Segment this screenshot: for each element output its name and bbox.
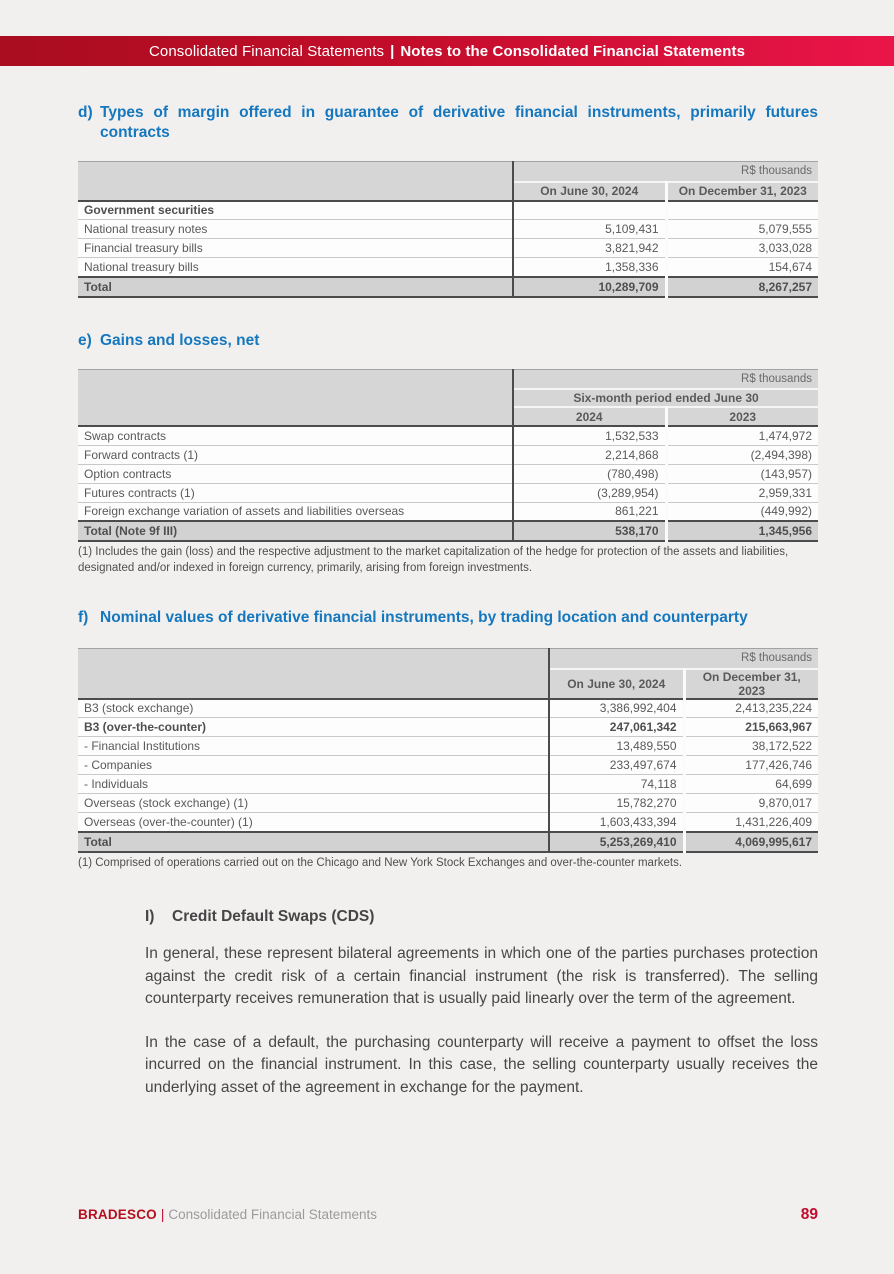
section-e-label: e) bbox=[78, 331, 92, 349]
table-cell-value: 5,079,555 bbox=[666, 220, 818, 239]
header-banner bbox=[0, 36, 894, 66]
table-cell-value: 1,603,433,394 bbox=[549, 813, 684, 832]
table-row-label: - Companies bbox=[78, 756, 549, 775]
table-row-label: National treasury bills bbox=[78, 258, 513, 277]
table-column-header: On December 31, 2023 bbox=[684, 669, 818, 699]
table-row-label: Total bbox=[78, 832, 549, 852]
table-row bbox=[78, 718, 818, 737]
table-cell-value: 8,267,257 bbox=[666, 277, 818, 297]
table-cell-value: 1,358,336 bbox=[513, 258, 666, 277]
table-cell-value: 10,289,709 bbox=[513, 277, 666, 297]
table-cell-value: 74,118 bbox=[549, 775, 684, 794]
table-cell-value: 15,782,270 bbox=[549, 794, 684, 813]
table-row-label: Overseas (stock exchange) (1) bbox=[78, 794, 549, 813]
table-column-header: On June 30, 2024 bbox=[513, 182, 666, 201]
page-content bbox=[0, 66, 894, 1274]
footer-separator: | bbox=[160, 1207, 165, 1222]
table-row bbox=[78, 239, 818, 258]
financial-table bbox=[78, 369, 818, 543]
table-corner-cell bbox=[78, 162, 513, 201]
table-cell-value: 38,172,522 bbox=[684, 737, 818, 756]
table-row-label: Futures contracts (1) bbox=[78, 483, 513, 502]
cds-paragraph-2: In the case of a default, the purchasing counterparty will receive a payment to offset the loss incurred on the financial instrument. In this case, the selling counterparty usually receives the underlying asset of the agreement in exchange for the payment. bbox=[145, 1033, 818, 1096]
table-cell-value: 3,821,942 bbox=[513, 239, 666, 258]
gains-losses-table bbox=[78, 369, 818, 543]
table-row bbox=[78, 813, 818, 832]
cds-label: I) bbox=[145, 908, 155, 925]
table-cell-value: 9,870,017 bbox=[684, 794, 818, 813]
table-unit-label: R$ thousands bbox=[549, 649, 818, 669]
table-row bbox=[78, 775, 818, 794]
section-f-title: Nominal values of derivative financial instruments, by trading location and counterparty bbox=[100, 609, 748, 626]
table-cell-value: 64,699 bbox=[684, 775, 818, 794]
table-row-label: Option contracts bbox=[78, 464, 513, 483]
banner-title: Notes to the Consolidated Financial Statements bbox=[400, 42, 746, 60]
section-f-heading bbox=[78, 608, 818, 628]
table-row bbox=[78, 521, 818, 541]
table-cell-value: 1,474,972 bbox=[666, 426, 818, 445]
financial-table bbox=[78, 648, 818, 853]
table-unit-label: R$ thousands bbox=[513, 162, 818, 182]
table-corner-cell bbox=[78, 649, 549, 699]
table-column-header: 2023 bbox=[666, 407, 818, 426]
cds-paragraph-1: In general, these represent bilateral agreements in which one of the parties purchases protection against the credit risk of a certain financial instrument (the risk is transferred). The selling counterparty receives remuneration that is usually paid linearly over the term of the agreement. bbox=[145, 945, 818, 1007]
table-row bbox=[78, 832, 818, 852]
cds-heading bbox=[145, 908, 818, 926]
table-span-header: Six-month period ended June 30 bbox=[513, 389, 818, 407]
table-row-label: Total bbox=[78, 277, 513, 297]
table-cell-value: 1,345,956 bbox=[666, 521, 818, 541]
footer-doc-label: Consolidated Financial Statements bbox=[168, 1207, 377, 1222]
table-row-label: Overseas (over-the-counter) (1) bbox=[78, 813, 549, 832]
margin-table bbox=[78, 161, 818, 298]
table-cell-value: 3,386,992,404 bbox=[549, 699, 684, 718]
table-row-label: Total (Note 9f III) bbox=[78, 521, 513, 541]
table-column-header: 2024 bbox=[513, 407, 666, 426]
table-row-label: - Financial Institutions bbox=[78, 737, 549, 756]
table-cell-value: 154,674 bbox=[666, 258, 818, 277]
table-corner-cell bbox=[78, 369, 513, 426]
table-cell-value bbox=[513, 201, 666, 220]
table-cell-value: 5,109,431 bbox=[513, 220, 666, 239]
table-row bbox=[78, 699, 818, 718]
table-cell-value: 1,532,533 bbox=[513, 426, 666, 445]
cds-title: Credit Default Swaps (CDS) bbox=[172, 908, 375, 925]
table-cell-value: 13,489,550 bbox=[549, 737, 684, 756]
table-cell-value: (780,498) bbox=[513, 464, 666, 483]
table-row-label: Forward contracts (1) bbox=[78, 445, 513, 464]
table-row-label: National treasury notes bbox=[78, 220, 513, 239]
table-cell-value: 538,170 bbox=[513, 521, 666, 541]
section-e-heading bbox=[78, 331, 818, 351]
table-cell-value: 2,413,235,224 bbox=[684, 699, 818, 718]
table-row bbox=[78, 502, 818, 521]
table-row bbox=[78, 426, 818, 445]
table-row-label: Financial treasury bills bbox=[78, 239, 513, 258]
gains-footnote: (1) Includes the gain (loss) and the respective adjustment to the market capitalization of the hedge for protection of the assets and liabilities, designated and/or indexed in foreign currency, primarily, arising from foreign investments. bbox=[78, 546, 789, 574]
section-d-label: d) bbox=[78, 104, 93, 121]
table-cell-value: 1,431,226,409 bbox=[684, 813, 818, 832]
table-row-label: B3 (over-the-counter) bbox=[78, 718, 549, 737]
table-cell-value: (2,494,398) bbox=[666, 445, 818, 464]
table-row-label: Government securities bbox=[78, 201, 513, 220]
table-cell-value: 861,221 bbox=[513, 502, 666, 521]
table-cell-value: 247,061,342 bbox=[549, 718, 684, 737]
table-cell-value bbox=[666, 201, 818, 220]
section-d-title: Types of margin offered in guarantee of derivative financial instruments, primarily futures contracts bbox=[100, 104, 818, 141]
table-cell-value: 4,069,995,617 bbox=[684, 832, 818, 852]
table-cell-value: (143,957) bbox=[666, 464, 818, 483]
table-cell-value: 2,959,331 bbox=[666, 483, 818, 502]
table-row bbox=[78, 464, 818, 483]
nominal-footnote: (1) Comprised of operations carried out on the Chicago and New York Stock Exchanges and over-the-counter markets. bbox=[78, 856, 683, 869]
banner-prefix: Consolidated Financial Statements bbox=[148, 42, 385, 60]
table-cell-value: 3,033,028 bbox=[666, 239, 818, 258]
table-cell-value: 5,253,269,410 bbox=[549, 832, 684, 852]
table-column-header: On December 31, 2023 bbox=[666, 182, 818, 201]
table-row bbox=[78, 756, 818, 775]
table-row-label: - Individuals bbox=[78, 775, 549, 794]
table-column-header: On June 30, 2024 bbox=[549, 669, 684, 699]
financial-table bbox=[78, 161, 818, 298]
table-row bbox=[78, 445, 818, 464]
section-d-heading bbox=[78, 103, 818, 143]
table-unit-label: R$ thousands bbox=[513, 369, 818, 389]
table-row bbox=[78, 220, 818, 239]
table-cell-value: 177,426,746 bbox=[684, 756, 818, 775]
nominal-values-table bbox=[78, 648, 818, 853]
table-row-label: Swap contracts bbox=[78, 426, 513, 445]
section-e-title: Gains and losses, net bbox=[100, 331, 260, 349]
banner-separator: | bbox=[390, 42, 395, 60]
table-cell-value: 233,497,674 bbox=[549, 756, 684, 775]
table-cell-value: 215,663,967 bbox=[684, 718, 818, 737]
table-row bbox=[78, 277, 818, 297]
footer-brand: BRADESCO bbox=[78, 1207, 157, 1222]
table-cell-value: 2,214,868 bbox=[513, 445, 666, 464]
section-f-label: f) bbox=[78, 609, 89, 626]
table-row bbox=[78, 737, 818, 756]
cds-section bbox=[145, 908, 818, 1099]
table-row bbox=[78, 794, 818, 813]
table-row bbox=[78, 258, 818, 277]
table-row-label: B3 (stock exchange) bbox=[78, 699, 549, 718]
table-row-label: Foreign exchange variation of assets and liabilities overseas bbox=[78, 502, 513, 521]
table-cell-value: (3,289,954) bbox=[513, 483, 666, 502]
table-row bbox=[78, 201, 818, 220]
page-footer bbox=[78, 1206, 818, 1224]
table-cell-value: (449,992) bbox=[666, 502, 818, 521]
footer-doc-title bbox=[78, 1207, 377, 1222]
table-row bbox=[78, 483, 818, 502]
page-number: 89 bbox=[800, 1206, 818, 1223]
